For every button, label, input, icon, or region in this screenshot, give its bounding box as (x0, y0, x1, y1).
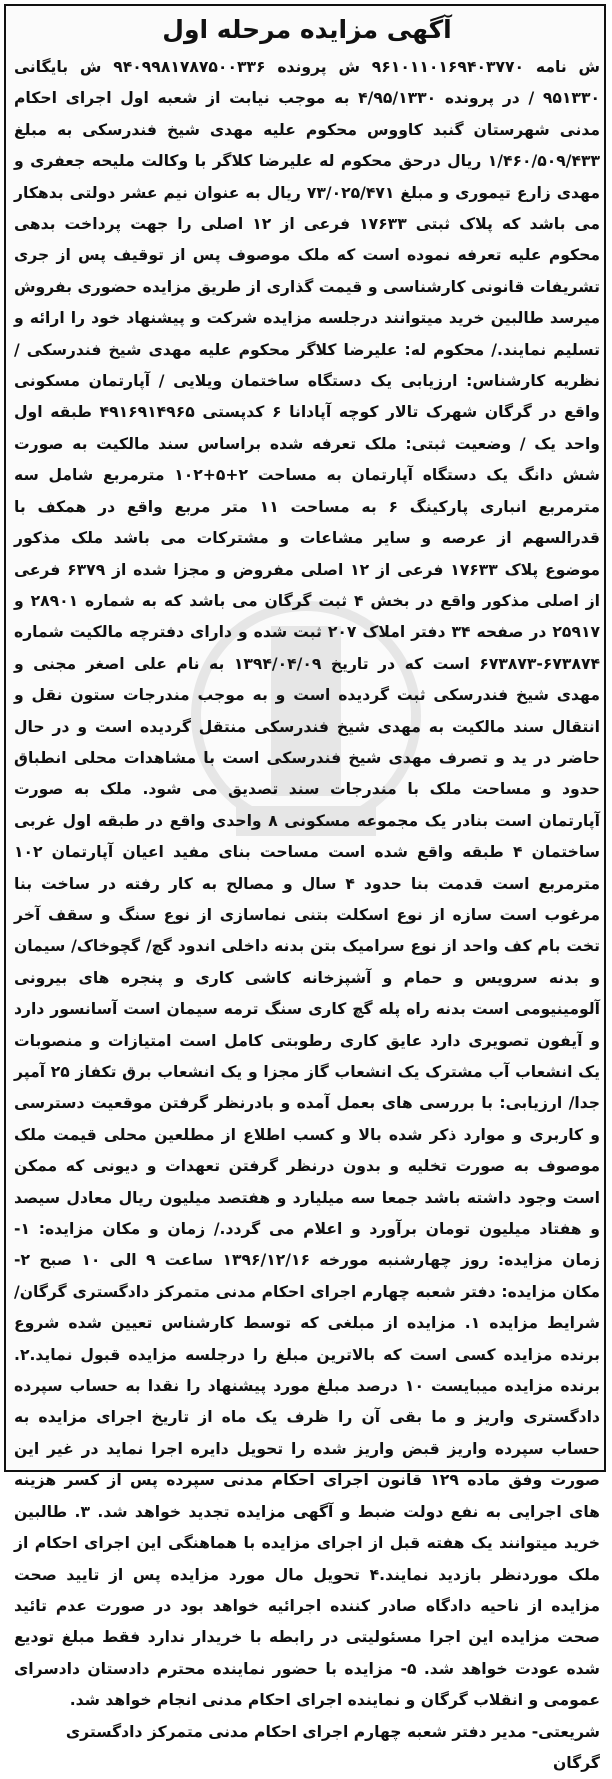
notice-frame (4, 4, 606, 1772)
notice-signature: شریعتی- مدیر دفتر شعبه چهارم اجرای احکام مدنی متمرکز دادگستری گرگان (65, 1722, 600, 1772)
notice-content (14, 12, 600, 1779)
notice-body-text: ش نامه ۹۶۱۰۱۱۰۱۶۹۴۰۳۷۷۰ ش پرونده ۹۴۰۹۹۸۱۷۸۷۵۰۰۳۳۶ ش بایگانی ۹۵۱۳۳۰ / در پرونده ۴/۹۵/۱۳۳۰ به موجب نیابت از شعبه اول اجرای احکام مدنی شهرستان گنبد کاووس محکوم علیه مهدی شیخ فندرسکی به مبلغ ۱/۴۶۰/۵۰۹/۴۳۳ ریال درحق محکوم له علیرضا کلاگر با وکالت ملیحه جعفری و مهدی زارع تیموری و مبلغ ۷۳/۰۲۵/۴۷۱ ریال به عنوان نیم عشر دولتی بدهکار می باشد که پلاک ثبتی ۱۷۶۳۳ فرعی از ۱۲ اصلی را جهت پرداخت بدهی محکوم علیه تعرفه نموده است که ملک موصوف پس از توقیف پس از جری تشریفات قانونی کارشناسی و قیمت گذاری از طریق مزایده حضوری بفروش میرسد طالبین خرید میتوانند درجلسه مزایده شرکت و پیشنهاد خود را ارائه و تسلیم نمایند./ محکوم له: علیرضا کلاگر محکوم علیه مهدی شیخ فندرسکی / نظریه کارشناس: ارزیابی یک دستگاه ساختمان ویلایی / آپارتمان مسکونی واقع در گرگان شهرک تالار کوچه آپادانا ۶ کدپستی ۴۹۱۶۹۱۴۹۶۵ طبقه اول واحد یک / وضعیت ثبتی: ملک تعرفه شده براساس سند مالکیت به صورت شش دانگ یک دستگاه آپارتمان به مساحت ۲+۵+۱۰۲ مترمربع شامل سه مترمربع انباری پارکینگ ۶ به مساحت ۱۱ متر مربع واقع در همکف با قدرالسهم از عرصه و سایر مشاعات و مشترکات می باشد ملک مذکور موضوع پلاک ۱۷۶۳۳ فرعی از ۱۲ اصلی مفروض و مجزا شده از ۶۳۷۹ فرعی از اصلی مذکور واقع در بخش ۴ ثبت گرگان می باشد که به شماره ۲۸۹۰۱ و ۲۵۹۱۷ در صفحه ۳۴ دفتر املاک ۲۰۷ ثبت شده و دارای دفترچه مالکیت شماره ۶۷۳۸۷۴-۶۷۳۸۷۳ است که در تاریخ ۱۳۹۴/۰۴/۰۹ به نام علی اصغر مجنی و مهدی شیخ فندرسکی ثبت گردیده است و به موجب مندرجات ستون نقل و انتقال سند مالکیت به مهدی شیخ فندرسکی منتقل گردیده است و در حال حاضر در ید و تصرف مهدی شیخ فندرسکی است با مشاهدات محلی انطباق حدود و مساحت ملک با مندرجات سند تصدیق می شود. ملک به صورت آپارتمان است بنادر یک مجموعه مسکونی ۸ واحدی واقع در طبقه اول غربی ساختمان ۴ طبقه واقع شده است مساحت بنای مفید اعیان آپارتمان ۱۰۲ مترمربع است قدمت بنا حدود ۴ سال و مصالح به کار رفته در ساخت بنا مرغوب است سازه از نوع اسکلت بتنی نماسازی از نوع سنگ و سقف آخر تخت بام کف واحد از نوع سرامیک بتن بدنه داخلی اندود گچ/ گچوخاک/ سیمان و بدنه سرویس و حمام و آشپزخانه کاشی کاری و پنجره های بیرونی آلومینیومی است بدنه راه پله گچ کاری سنگ ترمه سیمان است آسانسور دارد و آیفون تصویری دارد عایق کاری رطوبتی کامل است امتیازات و منصوبات یک انشعاب آب مشترک یک انشعاب گاز مجزا و یک انشعاب برق تکفاز ۲۵ آمپر جدا/ ارزیابی: با بررسی های بعمل آمده و بادرنظر گرفتن موقعیت دسترسی و کاربری و موارد ذکر شده بالا و کسب اطلاع از مطلعین محلی قیمت ملک موصوف به صورت تخلیه و بدون درنظر گرفتن تعهدات و دیونی که ممکن است وجود داشته باشد جمعا سه میلیارد و هفتصد میلیون ریال معادل سیصد و هفتاد میلیون تومان برآورد و اعلام می گردد./ زمان و مکان مزایده: ۱- زمان مزایده: روز چهارشنبه مورخه ۱۳۹۶/۱۲/۱۶ ساعت ۹ الی ۱۰ صبح ۲- مکان مزایده: دفتر شعبه چهارم اجرای احکام مدنی متمرکز دادگستری گرگان/ شرایط مزایده ۱. مزایده از مبلغی که توسط کارشناس تعیین شده شروع برنده مزایده کسی است که بالاترین مبلغ را درجلسه مزایده قبول نماید.۲. برنده مزایده میبایست ۱۰ درصد مبلغ مورد پیشنهاد را نقدا به حساب سپرده دادگستری واریز و ما بقی آن را ظرف یک ماه از تاریخ اجرای مزایده به حساب سپرده واریز قبض واریز شده را تحویل دایره اجرا نماید در غیر این صورت وفق ماده ۱۲۹ قانون اجرای احکام مدنی سپرده پس از کسر هزینه های اجرایی به نفع دولت ضبط و آگهی مزایده تجدید خواهد شد. ۳. طالبین خرید میتوانند یک هفته قبل از اجرای مزایده با هماهنگی این اجرای احکام از ملک موردنظر بازدید نمایند.۴ تحویل مال مورد مزایده پس از تایید صحت مزایده از ناحیه دادگاه صادر کننده اجرائیه خواهد بود در صورت عدم تائید صحت مزایده این اجرا مسئولیتی در رابطه با خریدار ندارد فقط مبلغ تودیع شده عودت خواهد شد. ۵- مزایده با حضور نماینده محترم دادستان دادسرای عمومی و انقلاب گرگان و نماینده اجرای احکام مدنی انجام خواهد شد. (14, 58, 601, 1710)
notice-title: آگهی مزایده مرحله اول (162, 15, 452, 44)
